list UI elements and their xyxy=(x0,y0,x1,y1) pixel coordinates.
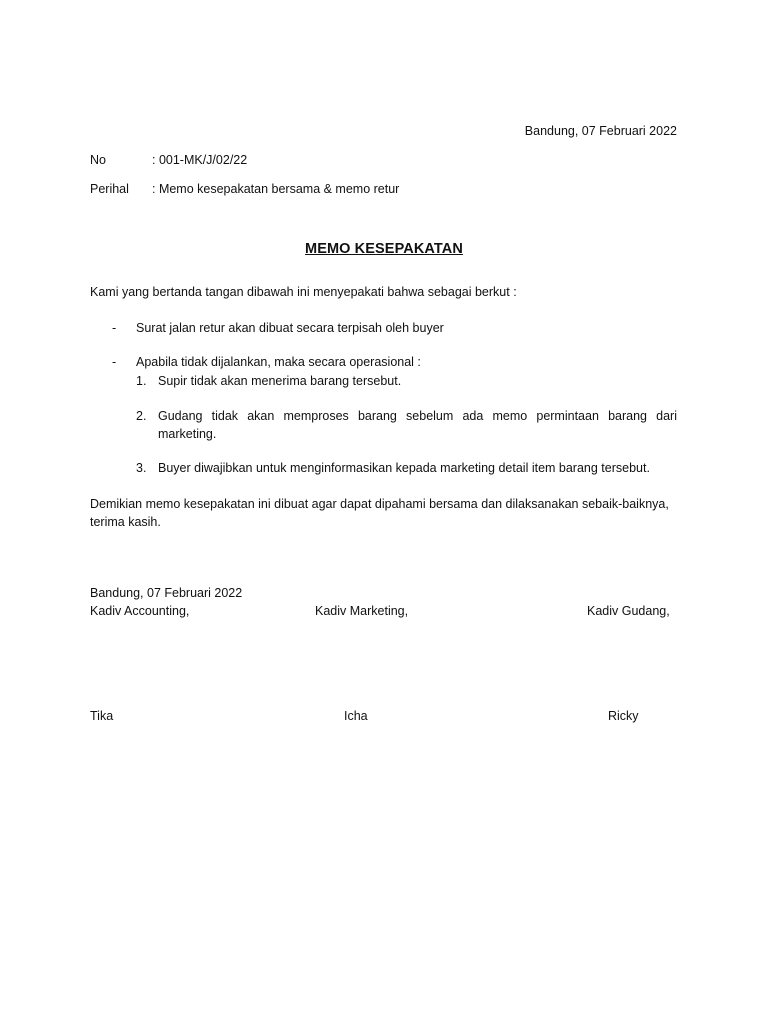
numbered-marker: 1. xyxy=(136,374,147,388)
numbered-marker: 2. xyxy=(136,409,147,423)
signer-name: Icha xyxy=(344,709,368,723)
numbered-marker: 3. xyxy=(136,461,147,475)
number-label: No xyxy=(90,153,106,167)
signer-title: Kadiv Accounting, xyxy=(90,604,190,618)
bullet-item: Apabila tidak dijalankan, maka secara operasional : xyxy=(136,355,421,369)
bullet-marker: - xyxy=(112,355,117,369)
numbered-item: Buyer diwajibkan untuk menginformasikan kepada marketing detail item barang tersebut. xyxy=(158,461,650,475)
subject-value: : Memo kesepakatan bersama & memo retur xyxy=(152,182,400,196)
bullet-item: Surat jalan retur akan dibuat secara terpisah oleh buyer xyxy=(136,321,444,335)
bullet-marker: - xyxy=(112,321,117,335)
closing-paragraph xyxy=(90,495,677,531)
closing-line: terima kasih. xyxy=(90,515,161,529)
number-value: : 001-MK/J/02/22 xyxy=(152,153,248,167)
intro-paragraph: Kami yang bertanda tangan dibawah ini menyepakati bahwa sebagai berkut : xyxy=(90,285,517,299)
closing-line: Demikian memo kesepakatan ini dibuat agar dapat dipahami bersama dan dilaksanakan sebaik-baiknya, xyxy=(90,497,669,511)
signer-name: Tika xyxy=(90,709,114,723)
numbered-item-line: Gudang tidak akan memproses barang sebelum ada memo permintaan barang dari xyxy=(158,409,677,423)
numbered-item-line: marketing. xyxy=(158,427,217,441)
subject-label: Perihal xyxy=(90,182,129,196)
signer-title: Kadiv Gudang, xyxy=(587,604,670,618)
numbered-item: Supir tidak akan menerima barang tersebut. xyxy=(158,374,402,388)
signer-name: Ricky xyxy=(608,709,639,723)
header-date: Bandung, 07 Februari 2022 xyxy=(524,124,677,138)
memo-title: MEMO KESEPAKATAN xyxy=(305,241,463,257)
signature-date: Bandung, 07 Februari 2022 xyxy=(90,586,243,600)
signer-title: Kadiv Marketing, xyxy=(315,604,409,618)
